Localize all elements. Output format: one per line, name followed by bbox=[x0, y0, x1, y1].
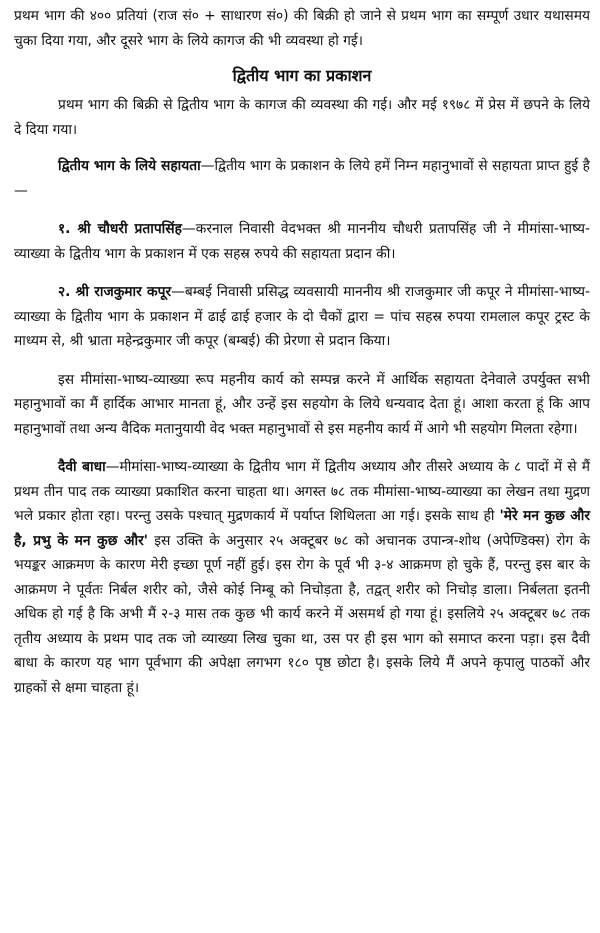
obstacle-paragraph bbox=[14, 455, 590, 700]
thanks-paragraph: इस मीमांसा-भाष्य-व्याख्या रूप महनीय कार्य को सम्पन्न करने में आर्थिक सहायता देनेवाले उपर्युक्त सभी महानुभावों का मैं हार्दिक आभार मानता हूं, और उन्हें इस सहयोग के लिये धन्यवाद देता हूं। आशा करता हूं कि आप महानुभावों तथा अन्य वैदिक मतानुयायी वेद भक्त महानुभावों से इस महनीय कार्य में आगे भी सहयोग मिलता रहेगा। bbox=[14, 371, 590, 437]
obstacle-text-a: —मीमांसा-भाष्य-व्याख्या के द्वितीय भाग में द्वितीय अध्याय और तीसरे अध्याय के ८ पादों में से मैं प्रथम तीन पाद तक व्याख्या प्रकाशित करना चाहता था। अगस्त ७८ तक मीमांसा-भाष्य-व्याख्या का लेखन तथा मुद्रण भले प्रकार होता रहा। परन्तु उसके पश्चात् मुद्रणकार्य में पर्याप्त शिथिलता आ गई। इसके साथ ही bbox=[14, 459, 590, 524]
donor-paragraph-chaudhari bbox=[14, 217, 590, 266]
obstacle-quote: 'मेरे मन कुछ और है, प्रभु के मन कुछ और' bbox=[14, 508, 590, 549]
assistance-text: —द्वितीय भाग के प्रकाशन के लिये हमें निम्न महानुभावों से सहायता प्राप्त हुई है— bbox=[14, 158, 590, 199]
assistance-lead: द्वितीय भाग के लिये सहायता bbox=[58, 158, 201, 174]
donor-name-chaudhari: १. श्री चौधरी प्रतापसिंह bbox=[58, 221, 182, 237]
publication-paragraph: प्रथम भाग की बिक्री से द्वितीय भाग के कागज की व्यवस्था की गई। और मई १९७८ में प्रेस में छपने के लिये दे दिया गया। bbox=[14, 97, 590, 138]
donor-text-chaudhari: —करनाल निवासी वेदभक्त श्री माननीय चौधरी प्रतापसिंह जी ने मीमांसा-भाष्य-व्याख्या के द्वितीय भाग के प्रकाशन में एक सहस्र रुपये की सहायता प्रदान की। bbox=[14, 221, 590, 262]
donor-text-kapoor: —बम्बई निवासी प्रसिद्ध व्यवसायी माननीय श्री राजकुमार जी कपूर ने मीमांसा-भाष्य-व्याख्या के द्वितीय भाग के प्रकाशन में ढाई ढाई हजार के दो चैकों द्वारा = पांच सहस्र रुपया रामलाल कपूर ट्रस्ट के माध्यम से, श्री भ्राता महेन्द्रकुमार जी कपूर (बम्बई) की प्रेरणा से प्रदान किया। bbox=[14, 284, 590, 349]
donor-paragraph-kapoor bbox=[14, 280, 590, 354]
obstacle-lead: दैवी बाधा bbox=[58, 459, 106, 475]
section-heading: द्वितीय भाग का प्रकाशन bbox=[232, 66, 372, 85]
assistance-paragraph bbox=[14, 154, 590, 203]
obstacle-text-b: इस उक्ति के अनुसार २५ अक्टूबर ७८ को अचानक उपान्त्र-शोथ (अपेण्डिक्स) रोग के भयङ्कर आक्रमण के कारण मेरी इच्छा पूर्ण नहीं हुई। इस रोग के पूर्व भी ३-४ आक्रमण हो चुके हैं, परन्तु इस बार के आक्रमण ने पूर्वतः निर्बल शरीर को, जैसे कोई निम्बू को निचोड़ता है, तद्वत् शरीर को निचोड़ डाला। निर्बलता इतनी अधिक हो गई है कि अभी मैं २-३ मास तक कुछ भी कार्य करने में असमर्थ हो गया हूं। इसलिये २५ अक्टूबर ७८ तक तृतीय अध्याय के प्रथम पाद तक जो व्याख्या लिख चुका था, उस पर ही इस भाग को समाप्त करना पड़ा। इस दैवी बाधा के कारण यह भाग पूर्वभाग की अपेक्षा लगभग १८० पृष्ठ छोटा है। इसके लिये मैं अपने कृपालु पाठकों और ग्राहकों से क्षमा चाहता हूं। bbox=[14, 532, 590, 696]
donor-name-kapoor: २. श्री राजकुमार कपूर bbox=[58, 284, 172, 300]
intro-paragraph: प्रथम भाग की ४०० प्रतियां (राज सं० + साधारण सं०) की बिक्री हो जाने से प्रथम भाग का सम्पूर्ण उधार यथासमय चुका दिया गया, और दूसरे भाग के लिये कागज की भी व्यवस्था हो गई। bbox=[14, 8, 590, 49]
